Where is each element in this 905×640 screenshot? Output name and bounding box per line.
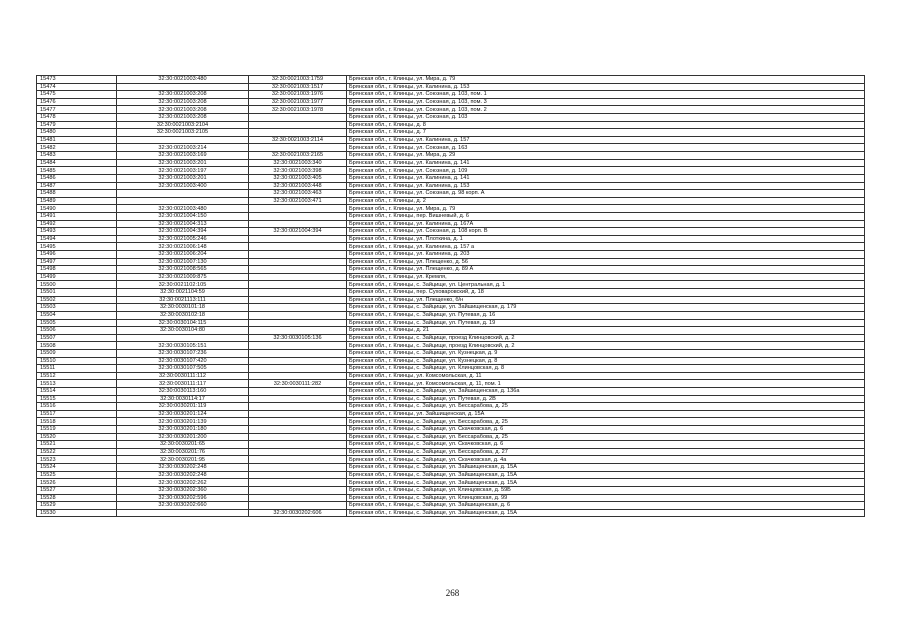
land-cadastral-number-cell bbox=[117, 190, 249, 198]
land-cadastral-number-cell: 32:30:0021003:201 bbox=[117, 159, 249, 167]
row-number-cell: 15523 bbox=[37, 456, 117, 464]
land-cadastral-number-cell: 32:30:0021004:150 bbox=[117, 212, 249, 220]
table-row bbox=[37, 144, 865, 152]
land-cadastral-number-cell: 32:30:0030104:80 bbox=[117, 327, 249, 335]
address-cell: Брянская обл., г. Клинцы, с. Зайцище, ул. Зайшищенская, д. 136а bbox=[347, 387, 865, 395]
object-cadastral-number-cell: 32:30:0021003:1977 bbox=[249, 98, 347, 106]
table-row bbox=[37, 121, 865, 129]
row-number-cell: 15478 bbox=[37, 114, 117, 122]
row-number-cell: 15493 bbox=[37, 228, 117, 236]
table-row bbox=[37, 106, 865, 114]
object-cadastral-number-cell bbox=[249, 304, 347, 312]
row-number-cell: 15491 bbox=[37, 212, 117, 220]
object-cadastral-number-cell bbox=[249, 327, 347, 335]
address-cell: Брянская обл., г. Клинцы, с. Зайцище, ул. Путевая, д. 2В bbox=[347, 395, 865, 403]
object-cadastral-number-cell bbox=[249, 471, 347, 479]
row-number-cell: 15522 bbox=[37, 448, 117, 456]
table-row bbox=[37, 205, 865, 213]
registry-table bbox=[36, 75, 865, 517]
table-row bbox=[37, 349, 865, 357]
table-row bbox=[37, 266, 865, 274]
object-cadastral-number-cell bbox=[249, 129, 347, 137]
object-cadastral-number-cell bbox=[249, 243, 347, 251]
table-row bbox=[37, 228, 865, 236]
row-number-cell: 15501 bbox=[37, 289, 117, 297]
address-cell: Брянская обл., г. Клинцы, ул. Союзная, д. 109 bbox=[347, 167, 865, 175]
address-cell: Брянская обл., г. Клинцы, пер. Суховаровский, д. 18 bbox=[347, 289, 865, 297]
land-cadastral-number-cell bbox=[117, 509, 249, 517]
address-cell: Брянская обл., г. Клинцы, ул. Калинина, д. 167А bbox=[347, 220, 865, 228]
row-number-cell: 15489 bbox=[37, 197, 117, 205]
land-cadastral-number-cell: 32:30:0030105:151 bbox=[117, 342, 249, 350]
object-cadastral-number-cell: 32:30:0021003:448 bbox=[249, 182, 347, 190]
object-cadastral-number-cell bbox=[249, 296, 347, 304]
row-number-cell: 15510 bbox=[37, 357, 117, 365]
address-cell: Брянская обл., г. Клинцы, с. Зайцище, проезд Клинцовский, д. 2 bbox=[347, 342, 865, 350]
table-row bbox=[37, 289, 865, 297]
address-cell: Брянская обл., г. Клинцы, с. Зайцище, ул. Бессарабова, д. 25 bbox=[347, 433, 865, 441]
land-cadastral-number-cell: 32:30:0030201:180 bbox=[117, 426, 249, 434]
table-row bbox=[37, 83, 865, 91]
row-number-cell: 15500 bbox=[37, 281, 117, 289]
row-number-cell: 15492 bbox=[37, 220, 117, 228]
row-number-cell: 15477 bbox=[37, 106, 117, 114]
object-cadastral-number-cell bbox=[249, 349, 347, 357]
object-cadastral-number-cell bbox=[249, 410, 347, 418]
object-cadastral-number-cell bbox=[249, 372, 347, 380]
land-cadastral-number-cell: 32:30:0030202:660 bbox=[117, 502, 249, 510]
land-cadastral-number-cell: 32:30:0021008:565 bbox=[117, 266, 249, 274]
row-number-cell: 15512 bbox=[37, 372, 117, 380]
land-cadastral-number-cell: 32:30:0030111:112 bbox=[117, 372, 249, 380]
object-cadastral-number-cell bbox=[249, 365, 347, 373]
address-cell: Брянская обл., г. Клинцы, с. Зайцище, ул. Скачковская, д. 6 bbox=[347, 426, 865, 434]
table-row bbox=[37, 319, 865, 327]
row-number-cell: 15519 bbox=[37, 426, 117, 434]
table-row bbox=[37, 441, 865, 449]
address-cell: Брянская обл., г. Клинцы, д. 21 bbox=[347, 327, 865, 335]
table-row bbox=[37, 136, 865, 144]
address-cell: Брянская обл., г. Клинцы, д. 7 bbox=[347, 129, 865, 137]
object-cadastral-number-cell bbox=[249, 486, 347, 494]
registry-table-body bbox=[37, 76, 865, 517]
object-cadastral-number-cell bbox=[249, 144, 347, 152]
land-cadastral-number-cell: 32:30:0021003:208 bbox=[117, 91, 249, 99]
table-row bbox=[37, 197, 865, 205]
object-cadastral-number-cell: 32:30:0030111:282 bbox=[249, 380, 347, 388]
address-cell: Брянская обл., г. Клинцы, ул. Плещенко, д. 89 А bbox=[347, 266, 865, 274]
land-cadastral-number-cell: 32:30:0021006:204 bbox=[117, 251, 249, 259]
object-cadastral-number-cell bbox=[249, 114, 347, 122]
row-number-cell: 15518 bbox=[37, 418, 117, 426]
page-number: 268 bbox=[445, 588, 460, 598]
address-cell: Брянская обл., г. Клинцы, ул. Калинина, д. 141 bbox=[347, 174, 865, 182]
object-cadastral-number-cell bbox=[249, 456, 347, 464]
address-cell: Брянская обл., г. Клинцы, с. Зайцище, ул. Скачковская, д. 6 bbox=[347, 441, 865, 449]
land-cadastral-number-cell: 32:30:0021102:105 bbox=[117, 281, 249, 289]
address-cell: Брянская обл., г. Клинцы, с. Зайцище, ул. Клинцовская, д. 8 bbox=[347, 365, 865, 373]
land-cadastral-number-cell: 32:30:0021003:208 bbox=[117, 98, 249, 106]
address-cell: Брянская обл., г. Клинцы, ул. Калинина, д. 157 а bbox=[347, 243, 865, 251]
table-row bbox=[37, 129, 865, 137]
table-row bbox=[37, 426, 865, 434]
object-cadastral-number-cell bbox=[249, 342, 347, 350]
table-row bbox=[37, 152, 865, 160]
land-cadastral-number-cell: 32:30:0030202:248 bbox=[117, 471, 249, 479]
land-cadastral-number-cell: 32:30:0030202:360 bbox=[117, 486, 249, 494]
row-number-cell: 15502 bbox=[37, 296, 117, 304]
address-cell: Брянская обл., г. Клинцы, с. Зайцище, ул. Центральная, д. 1 bbox=[347, 281, 865, 289]
land-cadastral-number-cell: 32:30:0030201:119 bbox=[117, 403, 249, 411]
object-cadastral-number-cell bbox=[249, 464, 347, 472]
land-cadastral-number-cell bbox=[117, 334, 249, 342]
land-cadastral-number-cell: 32:30:0021003:2105 bbox=[117, 129, 249, 137]
row-number-cell: 15526 bbox=[37, 479, 117, 487]
table-row bbox=[37, 494, 865, 502]
address-cell: Брянская обл., г. Клинцы, ул. Плоткина, д. 1 bbox=[347, 235, 865, 243]
address-cell: Брянская обл., г. Клинцы, ул. Зайшищенская, д. 15А bbox=[347, 410, 865, 418]
row-number-cell: 15515 bbox=[37, 395, 117, 403]
land-cadastral-number-cell: 32:30:0030114:17 bbox=[117, 395, 249, 403]
table-row bbox=[37, 372, 865, 380]
table-row bbox=[37, 251, 865, 259]
row-number-cell: 15482 bbox=[37, 144, 117, 152]
row-number-cell: 15521 bbox=[37, 441, 117, 449]
land-cadastral-number-cell: 32:30:0021003:400 bbox=[117, 182, 249, 190]
object-cadastral-number-cell: 32:30:0021003:340 bbox=[249, 159, 347, 167]
row-number-cell: 15524 bbox=[37, 464, 117, 472]
object-cadastral-number-cell: 32:30:0021003:2114 bbox=[249, 136, 347, 144]
object-cadastral-number-cell: 32:30:0021003:1517 bbox=[249, 83, 347, 91]
land-cadastral-number-cell: 32:30:0021003:2104 bbox=[117, 121, 249, 129]
table-row bbox=[37, 448, 865, 456]
land-cadastral-number-cell: 32:30:0030107:236 bbox=[117, 349, 249, 357]
table-row bbox=[37, 410, 865, 418]
land-cadastral-number-cell: 32:30:0030202:596 bbox=[117, 494, 249, 502]
address-cell: Брянская обл., г. Клинцы, ул. Комсомольская, д. 11 bbox=[347, 372, 865, 380]
land-cadastral-number-cell: 32:30:0021003:480 bbox=[117, 76, 249, 84]
table-row bbox=[37, 114, 865, 122]
table-row bbox=[37, 190, 865, 198]
land-cadastral-number-cell: 32:30:0030104:115 bbox=[117, 319, 249, 327]
object-cadastral-number-cell bbox=[249, 395, 347, 403]
table-row bbox=[37, 403, 865, 411]
object-cadastral-number-cell bbox=[249, 273, 347, 281]
row-number-cell: 15480 bbox=[37, 129, 117, 137]
row-number-cell: 15503 bbox=[37, 304, 117, 312]
land-cadastral-number-cell: 32:30:0030102:18 bbox=[117, 311, 249, 319]
address-cell: Брянская обл., г. Клинцы, пер. Вишневый, д. 6 bbox=[347, 212, 865, 220]
address-cell: Брянская обл., г. Клинцы, с. Зайцище, ул. Путевая, д. 19 bbox=[347, 319, 865, 327]
table-row bbox=[37, 387, 865, 395]
address-cell: Брянская обл., г. Клинцы, с. Зайцище, ул. Зайшищенская, д. 15А bbox=[347, 471, 865, 479]
table-row bbox=[37, 91, 865, 99]
row-number-cell: 15495 bbox=[37, 243, 117, 251]
registry-table-container bbox=[36, 75, 864, 517]
row-number-cell: 15520 bbox=[37, 433, 117, 441]
address-cell: Брянская обл., г. Клинцы, ул. Калинина, д. 153 bbox=[347, 182, 865, 190]
row-number-cell: 15488 bbox=[37, 190, 117, 198]
land-cadastral-number-cell: 32:30:0021006:148 bbox=[117, 243, 249, 251]
object-cadastral-number-cell bbox=[249, 502, 347, 510]
table-row bbox=[37, 486, 865, 494]
land-cadastral-number-cell: 32:30:0021007:130 bbox=[117, 258, 249, 266]
object-cadastral-number-cell: 32:30:0021003:1978 bbox=[249, 106, 347, 114]
object-cadastral-number-cell bbox=[249, 387, 347, 395]
row-number-cell: 15474 bbox=[37, 83, 117, 91]
row-number-cell: 15530 bbox=[37, 509, 117, 517]
address-cell: Брянская обл., г. Клинцы, ул. Плещенко, д. 56 bbox=[347, 258, 865, 266]
object-cadastral-number-cell bbox=[249, 266, 347, 274]
land-cadastral-number-cell: 32:30:0030101:18 bbox=[117, 304, 249, 312]
object-cadastral-number-cell bbox=[249, 205, 347, 213]
address-cell: Брянская обл., г. Клинцы, ул. Калинина, д. 141 bbox=[347, 159, 865, 167]
address-cell: Брянская обл., г. Клинцы, ул. Союзная, д. 103, пом. 3 bbox=[347, 98, 865, 106]
address-cell: Брянская обл., г. Клинцы, д. 8 bbox=[347, 121, 865, 129]
address-cell: Брянская обл., г. Клинцы, ул. Союзная, д. 103, пом. 2 bbox=[347, 106, 865, 114]
address-cell: Брянская обл., г. Клинцы, ул. Калинина, д. 153 bbox=[347, 83, 865, 91]
row-number-cell: 15499 bbox=[37, 273, 117, 281]
table-row bbox=[37, 174, 865, 182]
address-cell: Брянская обл., г. Клинцы, с. Зайцище, проезд Клинцовский, д. 2 bbox=[347, 334, 865, 342]
object-cadastral-number-cell: 32:30:0021004:394 bbox=[249, 228, 347, 236]
row-number-cell: 15508 bbox=[37, 342, 117, 350]
row-number-cell: 15486 bbox=[37, 174, 117, 182]
address-cell: Брянская обл., г. Клинцы, с. Зайцище, ул. Зайшищенская, д. 15А bbox=[347, 479, 865, 487]
address-cell: Брянская обл., г. Клинцы, с. Зайцище, ул. Скачковская, д. 4а bbox=[347, 456, 865, 464]
land-cadastral-number-cell: 32:30:0021004:394 bbox=[117, 228, 249, 236]
row-number-cell: 15485 bbox=[37, 167, 117, 175]
address-cell: Брянская обл., г. Клинцы, ул. Союзная, д. 103 bbox=[347, 114, 865, 122]
table-row bbox=[37, 281, 865, 289]
address-cell: Брянская обл., г. Клинцы, ул. Мира, д. 79 bbox=[347, 76, 865, 84]
row-number-cell: 15511 bbox=[37, 365, 117, 373]
land-cadastral-number-cell: 32:30:0030107:505 bbox=[117, 365, 249, 373]
object-cadastral-number-cell: 32:30:0030105:136 bbox=[249, 334, 347, 342]
object-cadastral-number-cell bbox=[249, 220, 347, 228]
table-row bbox=[37, 365, 865, 373]
land-cadastral-number-cell: 32:30:0030201:139 bbox=[117, 418, 249, 426]
object-cadastral-number-cell bbox=[249, 281, 347, 289]
row-number-cell: 15513 bbox=[37, 380, 117, 388]
table-row bbox=[37, 471, 865, 479]
address-cell: Брянская обл., г. Клинцы, с. Зайцище, ул. Зайшищенская, д. 15А bbox=[347, 509, 865, 517]
address-cell: Брянская обл., г. Клинцы, ул. Плещенко, б/н bbox=[347, 296, 865, 304]
object-cadastral-number-cell bbox=[249, 479, 347, 487]
land-cadastral-number-cell: 32:30:0030111:117 bbox=[117, 380, 249, 388]
address-cell: Брянская обл., г. Клинцы, с. Зайцище, ул. Зайшищенская, д. 179 bbox=[347, 304, 865, 312]
land-cadastral-number-cell: 32:30:0021003:208 bbox=[117, 114, 249, 122]
land-cadastral-number-cell: 32:30:0030201:200 bbox=[117, 433, 249, 441]
object-cadastral-number-cell: 32:30:0021003:2165 bbox=[249, 152, 347, 160]
address-cell: Брянская обл., г. Клинцы, с. Зайцище, ул. Бессарабова, д. 25 bbox=[347, 403, 865, 411]
table-row bbox=[37, 357, 865, 365]
row-number-cell: 15514 bbox=[37, 387, 117, 395]
address-cell: Брянская обл., г. Клинцы, ул. Кремля, bbox=[347, 273, 865, 281]
land-cadastral-number-cell: 32:30:0021003:480 bbox=[117, 205, 249, 213]
row-number-cell: 15505 bbox=[37, 319, 117, 327]
table-row bbox=[37, 311, 865, 319]
table-row bbox=[37, 220, 865, 228]
land-cadastral-number-cell: 32:30:0021004:313 bbox=[117, 220, 249, 228]
table-row bbox=[37, 334, 865, 342]
row-number-cell: 15509 bbox=[37, 349, 117, 357]
object-cadastral-number-cell: 32:30:0021003:471 bbox=[249, 197, 347, 205]
land-cadastral-number-cell: 32:30:0030107:420 bbox=[117, 357, 249, 365]
address-cell: Брянская обл., г. Клинцы, ул. Калинина, д. 203 bbox=[347, 251, 865, 259]
table-row bbox=[37, 395, 865, 403]
object-cadastral-number-cell bbox=[249, 433, 347, 441]
table-row bbox=[37, 380, 865, 388]
address-cell: Брянская обл., г. Клинцы, с. Зайцище, ул. Клинцовская, д. 59Б bbox=[347, 486, 865, 494]
address-cell: Брянская обл., г. Клинцы, ул. Мира, д. 79 bbox=[347, 205, 865, 213]
table-row bbox=[37, 235, 865, 243]
address-cell: Брянская обл., г. Клинцы, с. Зайцище, ул. Кузнецкая, д. 9 bbox=[347, 349, 865, 357]
object-cadastral-number-cell bbox=[249, 212, 347, 220]
row-number-cell: 15483 bbox=[37, 152, 117, 160]
table-row bbox=[37, 509, 865, 517]
object-cadastral-number-cell: 32:30:0021003:1976 bbox=[249, 91, 347, 99]
table-row bbox=[37, 479, 865, 487]
row-number-cell: 15528 bbox=[37, 494, 117, 502]
address-cell: Брянская обл., г. Клинцы, с. Зайцище, ул. Бессарабова, д. 25 bbox=[347, 418, 865, 426]
object-cadastral-number-cell: 32:30:0021003:463 bbox=[249, 190, 347, 198]
table-row bbox=[37, 304, 865, 312]
object-cadastral-number-cell bbox=[249, 235, 347, 243]
table-row bbox=[37, 273, 865, 281]
land-cadastral-number-cell: 32:30:0030113:160 bbox=[117, 387, 249, 395]
row-number-cell: 15517 bbox=[37, 410, 117, 418]
object-cadastral-number-cell bbox=[249, 448, 347, 456]
land-cadastral-number-cell: 32:30:0030202:248 bbox=[117, 464, 249, 472]
object-cadastral-number-cell bbox=[249, 121, 347, 129]
land-cadastral-number-cell bbox=[117, 83, 249, 91]
row-number-cell: 15479 bbox=[37, 121, 117, 129]
address-cell: Брянская обл., г. Клинцы, ул. Союзная, д. 103, пом. 1 bbox=[347, 91, 865, 99]
address-cell: Брянская обл., г. Клинцы, ул. Комсомольская, д. 11, пом. 1 bbox=[347, 380, 865, 388]
table-row bbox=[37, 327, 865, 335]
table-row bbox=[37, 159, 865, 167]
row-number-cell: 15507 bbox=[37, 334, 117, 342]
row-number-cell: 15497 bbox=[37, 258, 117, 266]
land-cadastral-number-cell: 32:30:0030202:262 bbox=[117, 479, 249, 487]
row-number-cell: 15494 bbox=[37, 235, 117, 243]
table-row bbox=[37, 342, 865, 350]
row-number-cell: 15481 bbox=[37, 136, 117, 144]
row-number-cell: 15476 bbox=[37, 98, 117, 106]
table-row bbox=[37, 98, 865, 106]
object-cadastral-number-cell bbox=[249, 357, 347, 365]
object-cadastral-number-cell: 32:30:0021003:398 bbox=[249, 167, 347, 175]
row-number-cell: 15506 bbox=[37, 327, 117, 335]
row-number-cell: 15498 bbox=[37, 266, 117, 274]
object-cadastral-number-cell bbox=[249, 418, 347, 426]
table-row bbox=[37, 418, 865, 426]
table-row bbox=[37, 296, 865, 304]
row-number-cell: 15484 bbox=[37, 159, 117, 167]
object-cadastral-number-cell bbox=[249, 258, 347, 266]
table-row bbox=[37, 433, 865, 441]
object-cadastral-number-cell bbox=[249, 311, 347, 319]
row-number-cell: 15525 bbox=[37, 471, 117, 479]
object-cadastral-number-cell: 32:30:0021003:405 bbox=[249, 174, 347, 182]
address-cell: Брянская обл., г. Клинцы, с. Зайцище, ул. Бессарабова, д. 27 bbox=[347, 448, 865, 456]
object-cadastral-number-cell bbox=[249, 441, 347, 449]
object-cadastral-number-cell bbox=[249, 494, 347, 502]
object-cadastral-number-cell bbox=[249, 426, 347, 434]
table-row bbox=[37, 167, 865, 175]
object-cadastral-number-cell bbox=[249, 289, 347, 297]
table-row bbox=[37, 464, 865, 472]
address-cell: Брянская обл., г. Клинцы, ул. Союзная, д. 163 bbox=[347, 144, 865, 152]
address-cell: Брянская обл., г. Клинцы, с. Зайцище, ул. Кузнецкая, д. 8 bbox=[347, 357, 865, 365]
object-cadastral-number-cell bbox=[249, 319, 347, 327]
row-number-cell: 15496 bbox=[37, 251, 117, 259]
row-number-cell: 15516 bbox=[37, 403, 117, 411]
table-row bbox=[37, 212, 865, 220]
address-cell: Брянская обл., г. Клинцы, ул. Калинина, д. 157 bbox=[347, 136, 865, 144]
address-cell: Брянская обл., г. Клинцы, с. Зайцище, ул. Клинцовская, д. 99 bbox=[347, 494, 865, 502]
object-cadastral-number-cell: 32:30:0030202:606 bbox=[249, 509, 347, 517]
object-cadastral-number-cell bbox=[249, 251, 347, 259]
row-number-cell: 15473 bbox=[37, 76, 117, 84]
row-number-cell: 15504 bbox=[37, 311, 117, 319]
land-cadastral-number-cell: 32:30:0021009:875 bbox=[117, 273, 249, 281]
land-cadastral-number-cell: 32:30:0030201:95 bbox=[117, 456, 249, 464]
land-cadastral-number-cell bbox=[117, 197, 249, 205]
address-cell: Брянская обл., г. Клинцы, д. 2 bbox=[347, 197, 865, 205]
land-cadastral-number-cell bbox=[117, 136, 249, 144]
address-cell: Брянская обл., г. Клинцы, с. Зайцище, ул. Зайшищенская, д. 6 bbox=[347, 502, 865, 510]
table-row bbox=[37, 182, 865, 190]
row-number-cell: 15529 bbox=[37, 502, 117, 510]
land-cadastral-number-cell: 32:30:0030201:76 bbox=[117, 448, 249, 456]
row-number-cell: 15475 bbox=[37, 91, 117, 99]
land-cadastral-number-cell: 32:30:0030201:124 bbox=[117, 410, 249, 418]
address-cell: Брянская обл., г. Клинцы, с. Зайцище, ул. Путевая, д. 16 bbox=[347, 311, 865, 319]
row-number-cell: 15527 bbox=[37, 486, 117, 494]
address-cell: Брянская обл., г. Клинцы, ул. Союзная, д. 108 корп. В bbox=[347, 228, 865, 236]
land-cadastral-number-cell: 32:30:0021003:208 bbox=[117, 106, 249, 114]
object-cadastral-number-cell: 32:30:0021003:1759 bbox=[249, 76, 347, 84]
table-row bbox=[37, 76, 865, 84]
object-cadastral-number-cell bbox=[249, 403, 347, 411]
land-cadastral-number-cell: 32:30:0030201:65 bbox=[117, 441, 249, 449]
land-cadastral-number-cell: 32:30:0021113:111 bbox=[117, 296, 249, 304]
address-cell: Брянская обл., г. Клинцы, ул. Мира, д. 29 bbox=[347, 152, 865, 160]
land-cadastral-number-cell: 32:30:0021003:169 bbox=[117, 152, 249, 160]
address-cell: Брянская обл., г. Клинцы, ул. Союзная, д. 98 корп. А bbox=[347, 190, 865, 198]
row-number-cell: 15490 bbox=[37, 205, 117, 213]
table-row bbox=[37, 502, 865, 510]
land-cadastral-number-cell: 32:30:0021003:214 bbox=[117, 144, 249, 152]
address-cell: Брянская обл., г. Клинцы, с. Зайцище, ул. Зайшищенская, д. 15А bbox=[347, 464, 865, 472]
land-cadastral-number-cell: 32:30:0021003:201 bbox=[117, 174, 249, 182]
table-row bbox=[37, 456, 865, 464]
land-cadastral-number-cell: 32:30:0021003:197 bbox=[117, 167, 249, 175]
table-row bbox=[37, 258, 865, 266]
land-cadastral-number-cell: 32:30:0021104:59 bbox=[117, 289, 249, 297]
table-row bbox=[37, 243, 865, 251]
row-number-cell: 15487 bbox=[37, 182, 117, 190]
land-cadastral-number-cell: 32:30:0021005:246 bbox=[117, 235, 249, 243]
